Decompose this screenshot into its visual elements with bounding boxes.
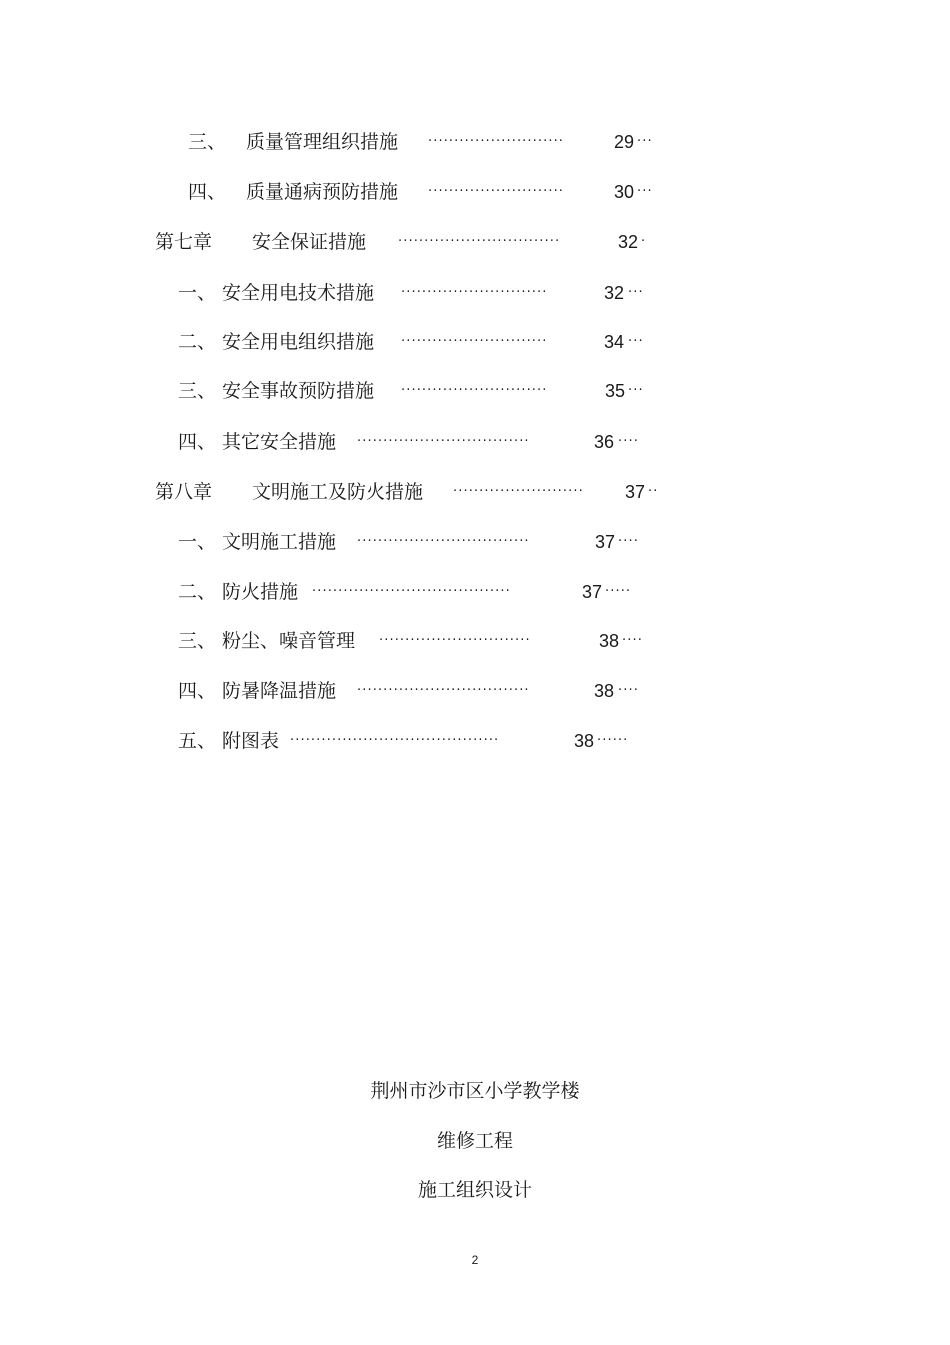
toc-entry-title: 防暑降温措施 xyxy=(222,680,337,702)
toc-leader-dots: ···························· xyxy=(401,285,548,300)
toc-chapter-title: 文明施工及防火措施 xyxy=(252,481,424,503)
toc-entry-page: 38 xyxy=(593,676,615,706)
toc-entry-number: 一、 xyxy=(178,282,217,304)
toc-leader-dots-tail: ·· xyxy=(648,484,659,499)
toc-entry-title: 质量通病预防措施 xyxy=(246,181,399,203)
toc-leader-dots: ·························· xyxy=(428,134,565,149)
toc-leader-dots-tail: ···· xyxy=(618,534,639,549)
toc-leader-dots: ································· xyxy=(357,534,530,549)
toc-leader-dots: ···························· xyxy=(401,334,548,349)
toc-chapter-entry xyxy=(0,227,950,257)
toc-leader-dots: ································· xyxy=(357,683,530,698)
toc-entry-title: 质量管理组织措施 xyxy=(246,131,399,153)
toc-entry-page: 37 xyxy=(581,577,603,607)
toc-entry-title: 安全用电技术措施 xyxy=(222,282,375,304)
toc-chapter-entry xyxy=(0,477,950,507)
toc-chapter-number: 第八章 xyxy=(155,481,213,503)
toc-leader-dots: ······························· xyxy=(398,234,561,249)
toc-entry-page: 34 xyxy=(603,327,625,357)
toc-entry-page: 29 xyxy=(613,127,635,157)
toc-entry-title: 粉尘、噪音管理 xyxy=(222,630,356,652)
toc-leader-dots: ········································ xyxy=(290,733,500,748)
toc-entry-number: 三、 xyxy=(178,630,217,652)
toc-entry xyxy=(0,127,950,157)
toc-entry xyxy=(0,327,950,357)
toc-leader-dots-tail: ··· xyxy=(628,285,644,300)
toc-entry-page: 38 xyxy=(598,626,620,656)
toc-entry xyxy=(0,626,950,656)
toc-entry-title: 防火措施 xyxy=(222,581,299,603)
toc-entry-number: 四、 xyxy=(178,431,217,453)
toc-entry-title: 附图表 xyxy=(222,730,280,752)
toc-chapter-title: 安全保证措施 xyxy=(252,231,367,253)
toc-entry-number: 二、 xyxy=(178,581,217,603)
toc-leader-dots-tail: · xyxy=(641,234,647,249)
document-title: 施工组织设计 xyxy=(417,1179,532,1201)
toc-leader-dots: ···························· xyxy=(401,383,548,398)
toc-entry-page: 32 xyxy=(617,227,639,257)
toc-entry-number: 三、 xyxy=(178,380,217,402)
toc-leader-dots-tail: ······ xyxy=(597,733,629,748)
toc-leader-dots: ······································ xyxy=(312,584,511,599)
toc-leader-dots: ························· xyxy=(453,484,584,499)
toc-entry-title: 安全事故预防措施 xyxy=(222,380,375,402)
toc-entry-number: 二、 xyxy=(178,331,217,353)
toc-entry-page: 37 xyxy=(594,527,616,557)
page-number: 2 xyxy=(471,1253,479,1267)
toc-entry-title: 安全用电组织措施 xyxy=(222,331,375,353)
toc-leader-dots-tail: ··· xyxy=(637,134,653,149)
toc-leader-dots-tail: ··· xyxy=(628,334,644,349)
toc-entry-page: 37 xyxy=(624,477,646,507)
toc-entry-number: 三、 xyxy=(188,131,227,153)
toc-entry-title: 其它安全措施 xyxy=(222,431,337,453)
toc-entry xyxy=(0,577,950,607)
toc-leader-dots-tail: ··· xyxy=(637,184,653,199)
project-name: 荆州市沙市区小学教学楼 xyxy=(370,1080,580,1102)
toc-entry-number: 四、 xyxy=(188,181,227,203)
toc-entry-page: 38 xyxy=(573,726,595,756)
toc-entry xyxy=(0,278,950,308)
toc-entry xyxy=(0,726,950,756)
toc-leader-dots-tail: ···· xyxy=(618,683,639,698)
toc-entry-title: 文明施工措施 xyxy=(222,531,337,553)
toc-leader-dots-tail: ···· xyxy=(618,434,639,449)
toc-leader-dots-tail: ····· xyxy=(605,584,632,599)
toc-leader-dots: ·························· xyxy=(428,184,565,199)
toc-entry-page: 36 xyxy=(593,427,615,457)
toc-entry-number: 一、 xyxy=(178,531,217,553)
toc-entry xyxy=(0,376,950,406)
toc-entry-page: 35 xyxy=(604,376,626,406)
toc-leader-dots: ····························· xyxy=(379,633,531,648)
toc-entry xyxy=(0,427,950,457)
toc-entry xyxy=(0,177,950,207)
toc-entry xyxy=(0,676,950,706)
toc-chapter-number: 第七章 xyxy=(155,231,213,253)
toc-entry-page: 32 xyxy=(603,278,625,308)
toc-leader-dots-tail: ···· xyxy=(622,633,643,648)
toc-entry-number: 四、 xyxy=(178,680,217,702)
toc-leader-dots-tail: ··· xyxy=(628,383,644,398)
toc-leader-dots: ································· xyxy=(357,434,530,449)
toc-entry xyxy=(0,527,950,557)
toc-entry-page: 30 xyxy=(613,177,635,207)
project-subtitle: 维修工程 xyxy=(436,1130,513,1152)
toc-entry-number: 五、 xyxy=(178,730,217,752)
